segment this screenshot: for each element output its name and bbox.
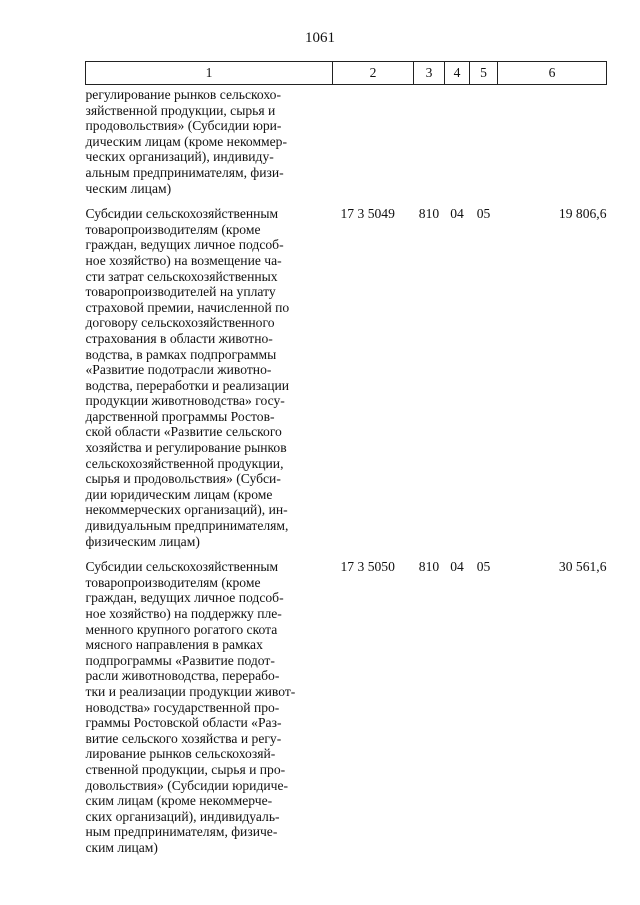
column-header-4: 4 xyxy=(445,62,470,85)
description-line: альным предпринимателям, физи- xyxy=(85,164,284,180)
description-line: ным предпринимателям, физиче- xyxy=(85,824,278,840)
description-line: ским лицам (кроме некоммерче- xyxy=(85,793,273,809)
description-line: товаропроизводителям (кроме xyxy=(85,574,261,590)
description-line: дарственной программы Ростов- xyxy=(85,408,275,424)
description-line: мясного направления в рамках xyxy=(85,637,263,653)
description-line: витие сельского хозяйства и регу- xyxy=(85,730,282,746)
description-line: граждан, ведущих личное подсоб- xyxy=(85,237,284,253)
row-expense-type: 810 xyxy=(418,559,440,575)
description-line: менного крупного рогатого скота xyxy=(85,621,278,637)
description-line: водства, в рамках подпрограммы xyxy=(85,346,277,362)
description-line: подпрограммы «Развитие подот- xyxy=(85,652,275,668)
description-line: новодства» государственной про- xyxy=(85,699,280,715)
column-header-6: 6 xyxy=(498,62,607,85)
description-line: дивидуальным предпринимателям, xyxy=(85,518,289,534)
page-number: 1061 xyxy=(305,30,335,46)
row-section xyxy=(445,85,470,207)
row-description xyxy=(86,85,333,207)
row-description xyxy=(86,559,333,865)
description-line: ственной продукции, сырья и про- xyxy=(85,761,286,777)
description-line: дии юридическим лицам (кроме xyxy=(85,486,273,502)
description-line: страхования в области животно- xyxy=(85,330,273,346)
row-subsection: 05 xyxy=(476,559,491,575)
description-line: ное хозяйство) на поддержку пле- xyxy=(85,606,282,621)
description-line: тки и реализации продукции живот- xyxy=(85,683,296,699)
row-amount: 30 561,6 xyxy=(558,559,607,575)
description-line: расли животноводства, перерабо- xyxy=(85,668,280,684)
description-line: водства, переработки и реализации xyxy=(85,377,290,393)
budget-table xyxy=(85,61,607,866)
description-line: договору сельскохозяйственного xyxy=(85,315,275,331)
row-code xyxy=(333,85,414,207)
description-line: физическим лицам) xyxy=(85,533,200,549)
row-section: 04 xyxy=(450,206,464,222)
description-line: ческих организаций), индивиду- xyxy=(85,149,274,165)
row-section: 04 xyxy=(450,559,464,575)
description-line: регулирование рынков сельскохо- xyxy=(85,87,281,102)
table-row xyxy=(86,85,607,207)
table-body xyxy=(86,85,607,866)
description-line: сельскохозяйственной продукции, xyxy=(85,455,284,471)
description-line: продукции животноводства» госу- xyxy=(85,393,285,409)
description-line: ских организаций), индивидуаль- xyxy=(85,808,280,824)
description-line: «Развитие подотрасли животно- xyxy=(85,362,272,378)
description-line: сти затрат сельскохозяйственных xyxy=(85,268,278,284)
description-line: граждан, ведущих личное подсоб- xyxy=(85,590,284,606)
description-line: ческим лицам) xyxy=(85,180,172,196)
description-line: ским лицам) xyxy=(85,839,158,855)
column-header-2: 2 xyxy=(333,62,414,85)
row-code: 17 3 5049 xyxy=(340,206,395,222)
row-subsection xyxy=(470,85,498,207)
table-header-row xyxy=(86,62,607,85)
column-header-1: 1 xyxy=(86,62,333,85)
row-description xyxy=(86,206,333,559)
row-amount: 19 806,6 xyxy=(558,206,607,222)
description-line: товаропроизводителей на уплату xyxy=(85,284,276,300)
description-line: ное хозяйство) на возмещение ча- xyxy=(85,252,282,268)
table-row xyxy=(86,559,607,865)
description-line: Субсидии сельскохозяйственным xyxy=(85,559,279,575)
row-expense-type xyxy=(414,85,445,207)
column-header-5: 5 xyxy=(470,62,498,85)
description-line: граммы Ростовской области «Раз- xyxy=(85,715,282,731)
column-header-3: 3 xyxy=(414,62,445,85)
row-subsection: 05 xyxy=(476,206,491,222)
description-line: страховой премии, начисленной по xyxy=(85,299,290,315)
table-row xyxy=(86,206,607,559)
row-code: 17 3 5050 xyxy=(340,559,395,575)
description-line: зяйственной продукции, сырья и xyxy=(85,102,276,118)
description-line: товаропроизводителям (кроме xyxy=(85,221,261,237)
description-line: довольствия» (Субсидии юридиче- xyxy=(85,777,289,793)
description-line: хозяйства и регулирование рынков xyxy=(85,440,287,456)
description-line: некоммерческих организаций), ин- xyxy=(85,502,288,518)
description-line: ской области «Развитие сельского xyxy=(85,424,282,440)
description-line: дическим лицам (кроме некоммер- xyxy=(85,133,288,149)
description-line: Субсидии сельскохозяйственным xyxy=(85,206,279,222)
description-line: сырья и продовольствия» (Субси- xyxy=(85,471,281,487)
description-line: лирование рынков сельскохозяй- xyxy=(85,746,276,762)
description-line: продовольствия» (Субсидии юри- xyxy=(85,118,282,134)
row-amount xyxy=(498,85,607,207)
row-expense-type: 810 xyxy=(418,206,440,222)
